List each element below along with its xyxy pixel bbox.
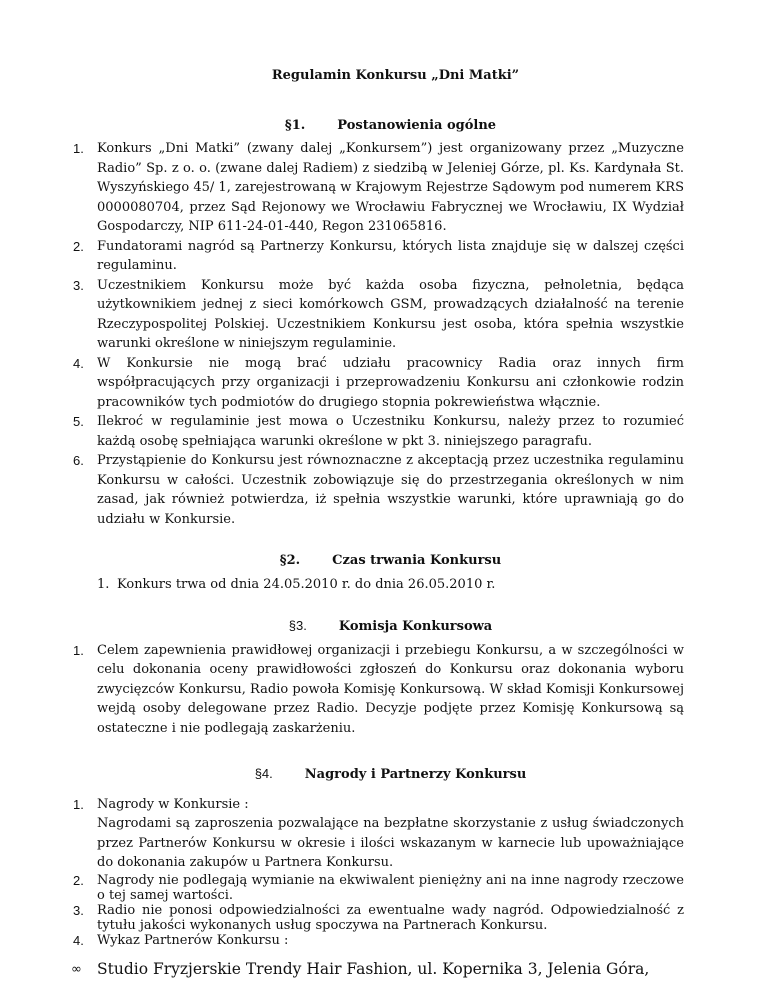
section-3-list bbox=[73, 641, 684, 739]
list-item: 1. Konkurs trwa od dnia 24.05.2010 r. do dnia 26.05.2010 r. bbox=[97, 576, 496, 592]
section-title: Nagrody i Partnerzy Konkursu bbox=[304, 767, 527, 782]
list-item: 4. W Konkursie nie mogą brać udziału pracownicy Radia oraz innych firm współpracujących przy organizacji i przeprowadzeniu Konkursu ani członkowie rodzin pracowników tych podmiotów do drugiego stopnia pokrewieństwa włącznie. bbox=[73, 355, 684, 410]
partner-list-item bbox=[71, 959, 684, 980]
section-2-list bbox=[97, 575, 684, 595]
section-number: §4. bbox=[254, 766, 273, 781]
section-number: §2. bbox=[279, 553, 301, 568]
list-item: 2. Fundatorami nagród są Partnerzy Konkursu, których lista znajduje się w dalszej części regulaminu. bbox=[73, 238, 684, 273]
list-item: 1. Celem zapewnienia prawidłowej organizacji i przebiegu Konkursu, a w szczególności w celu dokonania oceny prawidłowości zgłoszeń do Konkursu oraz dokonania wyboru zwycięzców Konkursu, Radio powoła Komisję Konkursową. W skład Komisji Konkursowej wejdą osoby delegowane przez Radio. Decyzje podjęte przez Komisję Konkursową są ostateczne i nie podlegają zaskarżeniu. bbox=[73, 642, 684, 736]
section-1-list bbox=[73, 139, 684, 529]
section-3-heading bbox=[97, 616, 684, 637]
section-number: §3. bbox=[288, 618, 307, 633]
section-title: Czas trwania Konkursu bbox=[332, 553, 502, 568]
section-4-list bbox=[73, 795, 684, 873]
list-item: 2. Nagrody nie podlegają wymianie na ekwiwalent pieniężny ani na inne nagrody rzeczowe o tej samej wartości. bbox=[73, 872, 684, 903]
section-4-heading bbox=[97, 764, 684, 785]
section-title: Postanowienia ogólne bbox=[337, 117, 497, 133]
section-4-list-tight bbox=[73, 872, 684, 948]
list-item: 3. Uczestnikiem Konkursu może być każda osoba fizyczna, pełnoletnia, będąca użytkownikiem jednej z sieci komórkowch GSM, prowadzących działalność na terenie Rzeczypospolitej Polskiej. Uczestnikiem Konkursu jest osoba, która spełnia wszystkie warunki określone w niniejszym regulaminie. bbox=[73, 277, 684, 351]
list-item: 6. Przystąpienie do Konkursu jest równoznaczne z akceptacją przez uczestnika regulaminu Konkursu w całości. Uczestnik zobowiązuje się do przestrzegania określonych w nim zasad, jak również potwierdza, iż spełnia wszystkie warunki, które uprawniają go do udziału w Konkursie. bbox=[73, 453, 684, 527]
infinity-bullet-icon: ∞ bbox=[71, 961, 82, 977]
list-item: 1. Konkurs „Dni Matki” (zwany dalej „Konkursem”) jest organizowany przez „Muzyczne Radio” Sp. z o. o. (zwane dalej Radiem) z siedzibą w Jeleniej Górze, pl. Ks. Kardynała St. Wyszyńskiego 45/ 1, zarejestrowaną w Krajowym Rejestrze Sądowym pod numerem KRS 0000080704, przez Sąd Rejonowy we Wrocławiu Fabrycznej we Wrocławiu, IX Wydział Gospodarczy, NIP 611-24-01-440, Regon 231065816. bbox=[73, 141, 684, 234]
list-item: 3. Radio nie ponosi odpowiedzialności za ewentualne wady nagród. Odpowiedzialność z tytułu jakości wykonanych usług spoczywa na Partnerach Konkursu. bbox=[73, 902, 684, 933]
document-title: Regulamin Konkursu „Dni Matki” bbox=[271, 68, 520, 83]
section-2-heading bbox=[97, 551, 684, 571]
list-item: 4. Wykaz Partnerów Konkursu : bbox=[73, 932, 289, 948]
section-title: Komisja Konkursowa bbox=[338, 619, 493, 634]
list-item: 5. Ilekroć w regulaminie jest mowa o Uczestniku Konkursu, należy przez to rozumieć każdą osobę spełniająca warunki określone w pkt 3. niniejszego paragrafu. bbox=[73, 414, 684, 449]
section-1-heading bbox=[97, 116, 684, 136]
list-item: 1. Nagrody w Konkursie : Nagrodami są zaproszenia pozwalające na bezpłatne skorzystanie z usług świadczonych przez Partnerów Konkursu w okresie i ilości wskazanym w karnecie lub upoważniające do dokonania zakupów u Partnera Konkursu. bbox=[73, 796, 684, 870]
section-number: §1. bbox=[284, 117, 306, 133]
partner-name: Studio Fryzjerskie Trendy Hair Fashion, ul. Kopernika 3, Jelenia Góra, bbox=[97, 959, 650, 978]
